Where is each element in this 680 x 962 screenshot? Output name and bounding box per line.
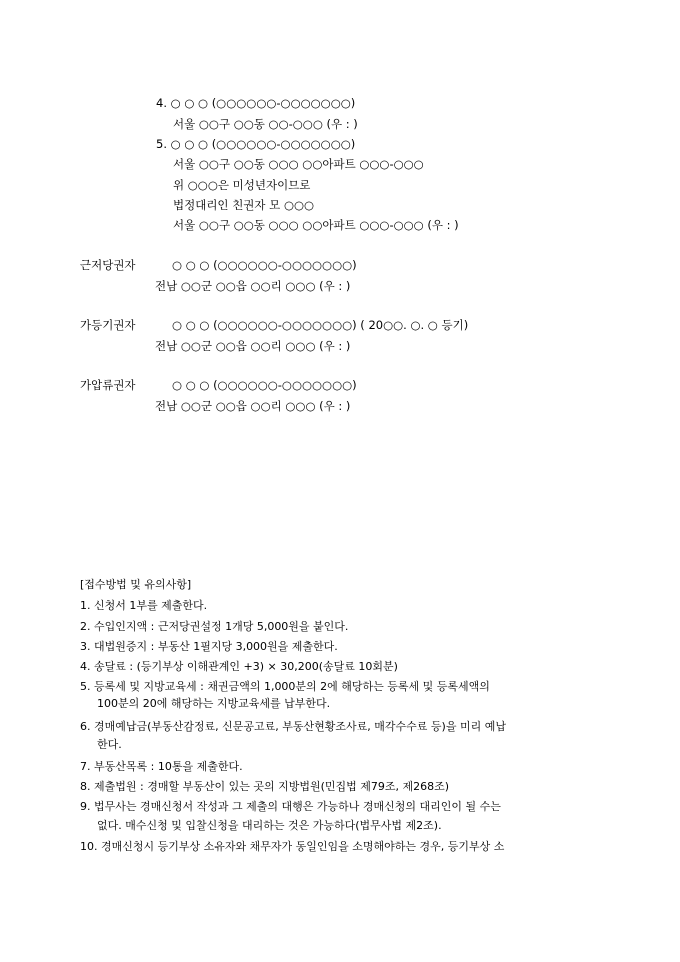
note-item-continued: 100분의 20에 해당하는 지방교육세를 납부한다. bbox=[97, 697, 331, 710]
owner4-name-line: 4. ○ ○ ○ (○○○○○○-○○○○○○○) bbox=[156, 96, 356, 110]
owner5-address-line: 서울 ○○구 ○○동 ○○○ ○○아파트 ○○○-○○○ bbox=[173, 157, 424, 171]
mortgagee-label: 근저당권자 bbox=[80, 258, 136, 272]
note-item: 10. 경매신청시 등기부상 소유자와 채무자가 동일인임을 소명해야하는 경우, 등기부상 소 bbox=[80, 840, 505, 853]
provisional-registrant-name-line: ○ ○ ○ (○○○○○○-○○○○○○○) ( 20○○. ○. ○ 등기) bbox=[172, 318, 469, 332]
provisional-registrant-label: 가등기권자 bbox=[80, 318, 136, 332]
note-item: 6. 경매예납금(부동산감정료, 신문공고료, 부동산현황조사료, 매각수수료 등)을 미리 예납 bbox=[80, 720, 506, 733]
provisional-registrant-address-line: 전남 ○○군 ○○읍 ○○리 ○○○ (우 : ) bbox=[155, 339, 351, 353]
attachment-creditor-label: 가압류권자 bbox=[80, 378, 136, 392]
note-item: 1. 신청서 1부를 제출한다. bbox=[80, 599, 208, 612]
owner5-minor-note: 위 ○○○은 미성년자이므로 bbox=[173, 178, 311, 192]
note-item: 5. 등록세 및 지방교육세 : 채권금액의 1,000분의 2에 해당하는 등록세 및 등록세액의 bbox=[80, 680, 490, 693]
note-item: 4. 송달료 : (등기부상 이해관계인 +3) × 30,200(송달료 10회분) bbox=[80, 660, 398, 673]
note-item: 7. 부동산목록 : 10통을 제출한다. bbox=[80, 760, 243, 773]
mortgagee-address-line: 전남 ○○군 ○○읍 ○○리 ○○○ (우 : ) bbox=[155, 279, 351, 293]
note-item: 9. 법무사는 경매신청서 작성과 그 제출의 대행은 가능하나 경매신청의 대리인이 될 수는 bbox=[80, 800, 501, 813]
note-item: 2. 수입인지액 : 근저당권설정 1개당 5,000원을 붙인다. bbox=[80, 620, 349, 633]
note-item-continued: 없다. 매수신청 및 입찰신청을 대리하는 것은 가능하다(법무사법 제2조). bbox=[97, 819, 442, 832]
owner5-guardian-address: 서울 ○○구 ○○동 ○○○ ○○아파트 ○○○-○○○ (우 : ) bbox=[173, 218, 459, 232]
mortgagee-name-line: ○ ○ ○ (○○○○○○-○○○○○○○) bbox=[172, 258, 357, 272]
owner5-guardian-line: 법정대리인 친권자 모 ○○○ bbox=[173, 198, 315, 212]
owner5-name-line: 5. ○ ○ ○ (○○○○○○-○○○○○○○) bbox=[156, 137, 356, 151]
attachment-creditor-address-line: 전남 ○○군 ○○읍 ○○리 ○○○ (우 : ) bbox=[155, 399, 351, 413]
note-item-continued: 한다. bbox=[97, 738, 122, 751]
owner4-address-line: 서울 ○○구 ○○동 ○○-○○○ (우 : ) bbox=[173, 117, 358, 131]
note-item: 8. 제출법원 : 경매할 부동산이 있는 곳의 지방법원(민집법 제79조, 제268조) bbox=[80, 780, 450, 793]
note-item: 3. 대법원증지 : 부동산 1필지당 3,000원을 제출한다. bbox=[80, 640, 338, 653]
attachment-creditor-name-line: ○ ○ ○ (○○○○○○-○○○○○○○) bbox=[172, 378, 357, 392]
notes-heading: [접수방법 및 유의사항] bbox=[80, 578, 192, 591]
